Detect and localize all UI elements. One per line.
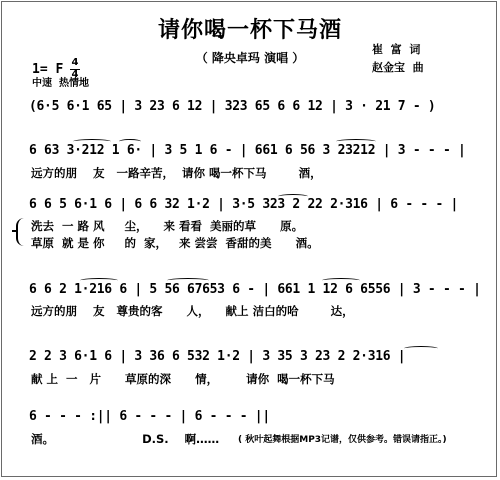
verse-brace <box>16 218 24 246</box>
singer-credit: （ 降央卓玛 演唱 ） <box>195 51 305 65</box>
lyric-line-1: 远方的朋 友 一路辛苦， 请你 喝一杯下马 酒， <box>31 166 322 180</box>
slur-mark <box>336 139 376 144</box>
tempo-marking: 中速 热情地 <box>32 78 89 89</box>
lyric-line-5: 酒。 D.S. 啊…… <box>31 432 220 446</box>
lyric-line-2-verse-2: 草原 就 是 你 的 家， 来 尝尝 香甜的美 酒。 <box>31 236 319 250</box>
score-line-4: 2 2 3 6·1 6 | 3 36 6 532 1·2 | 3 35 3 23 2 2·316 | <box>29 349 406 364</box>
slur-mark <box>404 346 438 351</box>
slur-mark <box>278 194 308 199</box>
lyric-line-4: 献 上 一 片 草原的深 情， 请你 喝一杯下马 <box>31 372 335 386</box>
score-line-2: 6 6 5 6·1 6 | 6 6 32 1·2 | 3·5 323 2 22 2·316 | 6 - - - | <box>29 197 459 212</box>
composer-credit: 赵金宝 曲 <box>372 61 424 74</box>
lyric-line-3: 远方的朋 友 尊贵的客 人， 献上 洁白的哈 达， <box>31 304 354 318</box>
score-line-intro: (6·5 6·1 65 | 3 23 6 12 | 323 65 6 6 12 | 3 · 21 7 - ) <box>29 99 436 114</box>
slur-mark <box>119 139 141 144</box>
time-signature-bottom: 4 <box>71 69 79 80</box>
lyricist-credit: 崔 富 词 <box>372 43 421 56</box>
key-signature: 1= F <box>32 62 64 77</box>
score-line-3: 6 6 2 1·216 6 | 5 56 67653 6 - | 661 1 12 6 6556 | 3 - - - | <box>29 282 481 297</box>
slur-mark <box>322 278 360 283</box>
score-line-1: 6 63 3·212 1 6· | 3 5 1 6 - | 661 6 56 3 23212 | 3 - - - | <box>29 143 466 158</box>
score-line-5: 6 - - - :|| 6 - - - | 6 - - - || <box>29 409 270 424</box>
slur-mark <box>73 139 111 144</box>
slur-mark <box>80 278 118 283</box>
transcription-note: ( 秋叶起舞根据MP3记谱，仅供参考。错误请指正。) <box>238 435 447 445</box>
song-title: 请你喝一杯下马酒 <box>157 18 342 43</box>
slur-mark <box>167 278 209 283</box>
time-signature-top: 4 <box>71 57 79 68</box>
lyric-line-2-verse-1: 洗去 一 路 风 尘， 来 看看 美丽的草 原。 <box>31 219 304 233</box>
